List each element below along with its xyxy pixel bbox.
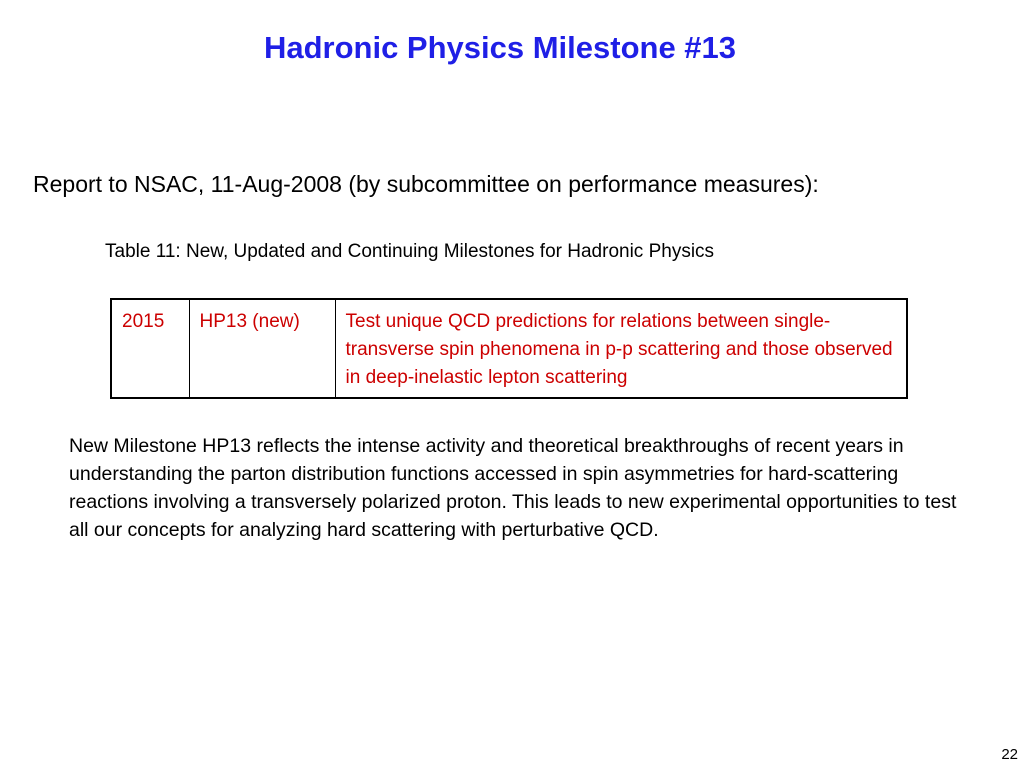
milestone-year-cell: 2015 xyxy=(111,299,189,398)
milestone-explanation: New Milestone HP13 reflects the intense activity and theoretical breakthroughs of recent years in understanding the parton distribution functions accessed in spin asymmetries for hard-scattering reactions involving a transversely polarized proton. This leads to new experimental opportunities to test all our concepts for analyzing hard scattering with perturbative QCD. xyxy=(69,435,957,541)
report-line: Report to NSAC, 11-Aug-2008 (by subcommittee on performance measures): xyxy=(33,171,819,197)
milestone-id-cell: HP13 (new) xyxy=(189,299,335,398)
milestone-description-cell: Test unique QCD predictions for relations between single-transverse spin phenomena in p-p scattering and those observed in deep-inelastic lepton scattering xyxy=(335,299,907,398)
table-row xyxy=(111,299,907,398)
page-number: 22 xyxy=(1001,746,1018,763)
milestone-table xyxy=(110,298,908,399)
table-caption: Table 11: New, Updated and Continuing Milestones for Hadronic Physics xyxy=(105,241,715,262)
slide-title: Hadronic Physics Milestone #13 xyxy=(263,30,737,65)
